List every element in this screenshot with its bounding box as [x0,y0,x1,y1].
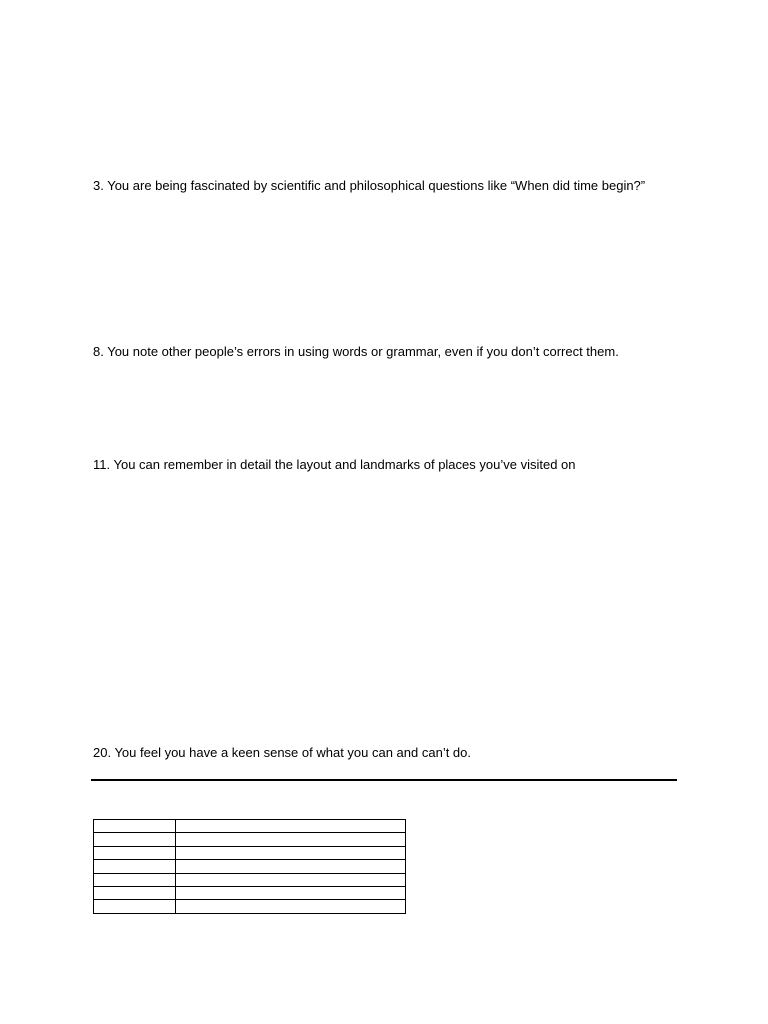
question-11: 11. You can remember in detail the layout and landmarks of places you’ve visited on [93,457,576,472]
table-cell [94,860,176,873]
table-cell [94,873,176,886]
table-row [94,873,406,886]
horizontal-divider [91,779,677,781]
table-row [94,820,406,833]
table-cell [94,900,176,913]
table-cell [94,886,176,899]
table-cell [176,860,406,873]
table-cell [176,820,406,833]
table-row [94,846,406,859]
question-8: 8. You note other people’s errors in using words or grammar, even if you don’t correct them. [93,344,619,359]
table-row [94,900,406,913]
table-row [94,886,406,899]
table-row [94,833,406,846]
table-cell [94,820,176,833]
question-3: 3. You are being fascinated by scientific and philosophical questions like “When did time begin?” [93,178,646,193]
table-row [94,860,406,873]
table-cell [176,873,406,886]
table-cell [176,900,406,913]
table-cell [176,886,406,899]
blank-score-table [93,819,406,914]
table-cell [94,833,176,846]
table-cell [176,846,406,859]
table-cell [94,846,176,859]
question-20: 20. You feel you have a keen sense of what you can and can’t do. [93,745,472,760]
table-cell [176,833,406,846]
